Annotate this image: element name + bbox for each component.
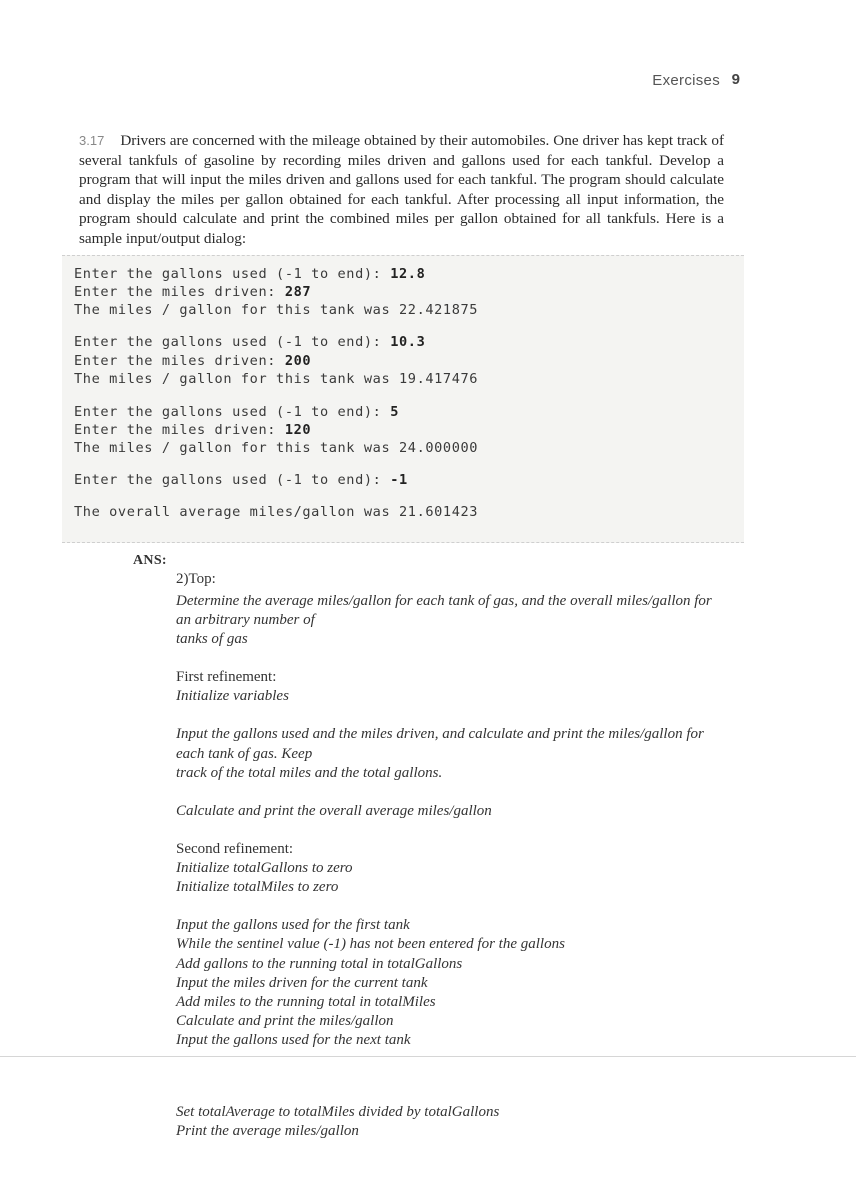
dialog-line: The miles / gallon for this tank was 24.000000 xyxy=(74,440,479,456)
answer-line: While the sentinel value (-1) has not been entered for the gallons xyxy=(176,936,565,952)
exercise-number: 3.17 xyxy=(79,133,105,148)
dialog-line: Enter the gallons used (-1 to end): 5 xyxy=(74,404,400,420)
answer-line: Second refinement: xyxy=(176,841,294,857)
answer-line: Initialize totalGallons to zero xyxy=(176,860,353,876)
answer-line: Set totalAverage to totalMiles divided by totalGallons xyxy=(176,1104,500,1120)
exercise-text xyxy=(79,131,724,249)
answer-line: Print the average miles/gallon xyxy=(176,1123,359,1139)
answer-line: Add miles to the running total in totalMiles xyxy=(176,994,436,1010)
page-divider xyxy=(0,1056,856,1057)
dialog-line: The miles / gallon for this tank was 19.417476 xyxy=(74,371,479,387)
answer-line: Initialize variables xyxy=(176,688,289,704)
dialog-line: Enter the gallons used (-1 to end): 12.8 xyxy=(74,266,426,282)
dialog-line: Enter the miles driven: 287 xyxy=(74,284,312,300)
dialog-line: Enter the miles driven: 200 xyxy=(74,353,312,369)
dialog-line: Enter the gallons used (-1 to end): -1 xyxy=(74,472,408,488)
dialog-line: The miles / gallon for this tank was 22.421875 xyxy=(74,302,479,318)
dialog-line: The overall average miles/gallon was 21.601423 xyxy=(74,504,479,520)
answer-line: tanks of gas xyxy=(176,631,248,647)
answer-line: track of the total miles and the total gallons. xyxy=(176,765,443,781)
answer-line: Initialize totalMiles to zero xyxy=(176,879,339,895)
answer-line: Input the gallons used for the next tank xyxy=(176,1032,411,1048)
answer-line: Determine the average miles/gallon for each tank of gas, and the overall miles/gallon for xyxy=(176,593,712,609)
answer-line: Input the gallons used and the miles driven, and calculate and print the miles/gallon for xyxy=(176,726,704,742)
dialog-line: Enter the miles driven: 120 xyxy=(74,422,312,438)
running-head: Exercises xyxy=(652,72,720,89)
answer-line: Add gallons to the running total in totalGallons xyxy=(176,956,463,972)
answer-label: ANS: xyxy=(133,553,167,568)
answer-line: Calculate and print the overall average miles/gallon xyxy=(176,803,492,819)
sample-dialog xyxy=(62,255,744,543)
answer-line: 2)Top: xyxy=(176,571,216,587)
page-number: 9 xyxy=(731,71,740,88)
dialog-line: Enter the gallons used (-1 to end): 10.3 xyxy=(74,334,426,350)
exercise-body: Drivers are concerned with the mileage obtained by their automobiles. One driver has kept track of several tankfuls of gasoline by recording miles driven and gallons used for each tankful. Develop a program that will input the miles driven and gallons used for each tankful. The program should calculate and display the miles per gallon obtained for each tankful. After processing all input information, the program should calculate and print the combined miles per gallon obtained for all tankfuls. Here is a sample input/output dialog: xyxy=(79,132,724,247)
answer-line: Input the miles driven for the current tank xyxy=(176,975,428,991)
answer-line: an arbitrary number of xyxy=(176,612,315,628)
answer-line: Calculate and print the miles/gallon xyxy=(176,1013,394,1029)
answer-line: each tank of gas. Keep xyxy=(176,746,313,762)
answer-line: First refinement: xyxy=(176,669,277,685)
answer-line: Input the gallons used for the first tank xyxy=(176,917,410,933)
